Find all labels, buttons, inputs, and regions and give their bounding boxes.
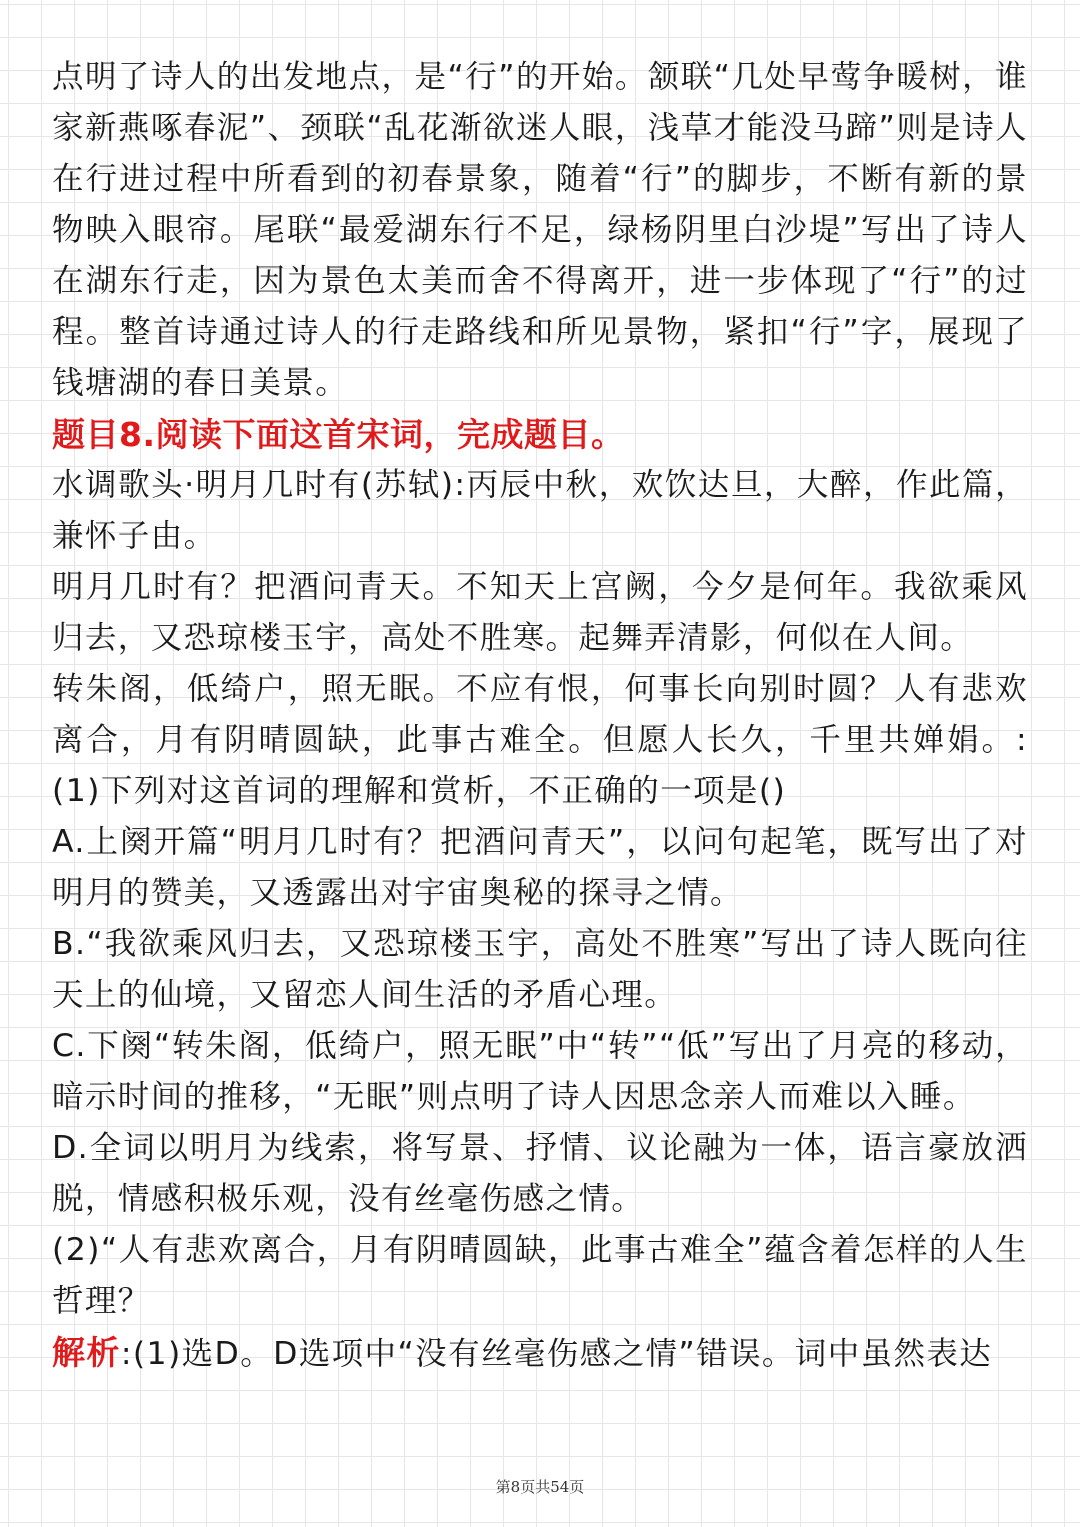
poem-title-line: 水调歌头·明月几时有(苏轼):丙辰中秋，欢饮达旦，大醉，作此篇，兼怀子由。 bbox=[52, 467, 1028, 554]
intro-paragraph: 点明了诗人的出发地点，是“行”的开始。颔联“几处早莺争暖树，谁家新燕啄春泥”、颈联“乱花渐欲迷人眼，浅草才能没马蹄”则是诗人在行进过程中所看到的初春景象，随着“行”的脚步，不断有新的景物映入眼帘。尾联“最爱湖东行不足，绿杨阴里白沙堤”写出了诗人在湖东行走，因为景色太美而舍不得离开，进一步体现了“行”的过程。整首诗通过诗人的行走路线和所见景物，紧扣“行”字，展现了钱塘湖的春日美景。 bbox=[52, 59, 1028, 401]
analysis-label: 解析 bbox=[52, 1333, 121, 1372]
page-number-footer: 第8页共54页 bbox=[495, 1478, 585, 1496]
option-d: D.全词以明月为线索，将写景、抒情、议论融为一体，语言豪放洒脱，情感积极乐观，没有丝毫伤感之情。 bbox=[52, 1130, 1028, 1217]
option-b: B.“我欲乘风归去，又恐琼楼玉宇，高处不胜寒”写出了诗人既向往天上的仙境，又留恋人间生活的矛盾心理。 bbox=[52, 926, 1028, 1013]
poem-upper-stanza: 明月几时有？把酒问青天。不知天上宫阙，今夕是何年。我欲乘风归去，又恐琼楼玉宇，高处不胜寒。起舞弄清影，何似在人间。 bbox=[52, 569, 1028, 656]
poem-lower-stanza: 转朱阁，低绮户，照无眠。不应有恨，何事长向别时圆？人有悲欢离合，月有阴晴圆缺，此事古难全。但愿人长久，千里共婵娟。:(1)下列对这首词的理解和赏析，不正确的一项是() bbox=[52, 671, 1028, 809]
question-heading: 题目8.阅读下面这首宋词，完成题目。 bbox=[52, 415, 625, 454]
sub-question-2: (2)“人有悲欢离合，月有阴晴圆缺，此事古难全”蕴含着怎样的人生哲理？ bbox=[52, 1232, 1028, 1319]
option-a: A.上阕开篇“明月几时有？把酒问青天”，以问句起笔，既写出了对明月的赞美，又透露出对宇宙奥秘的探寻之情。 bbox=[52, 824, 1028, 911]
analysis-paragraph bbox=[52, 1327, 1028, 1380]
document-page bbox=[52, 52, 1028, 1380]
option-c: C.下阕“转朱阁，低绮户，照无眠”中“转”“低”写出了月亮的移动，暗示时间的推移，“无眠”则点明了诗人因思念亲人而难以入睡。 bbox=[52, 1028, 1028, 1115]
analysis-text: :(1)选D。D选项中“没有丝毫伤感之情”错误。词中虽然表达 bbox=[120, 1336, 993, 1372]
